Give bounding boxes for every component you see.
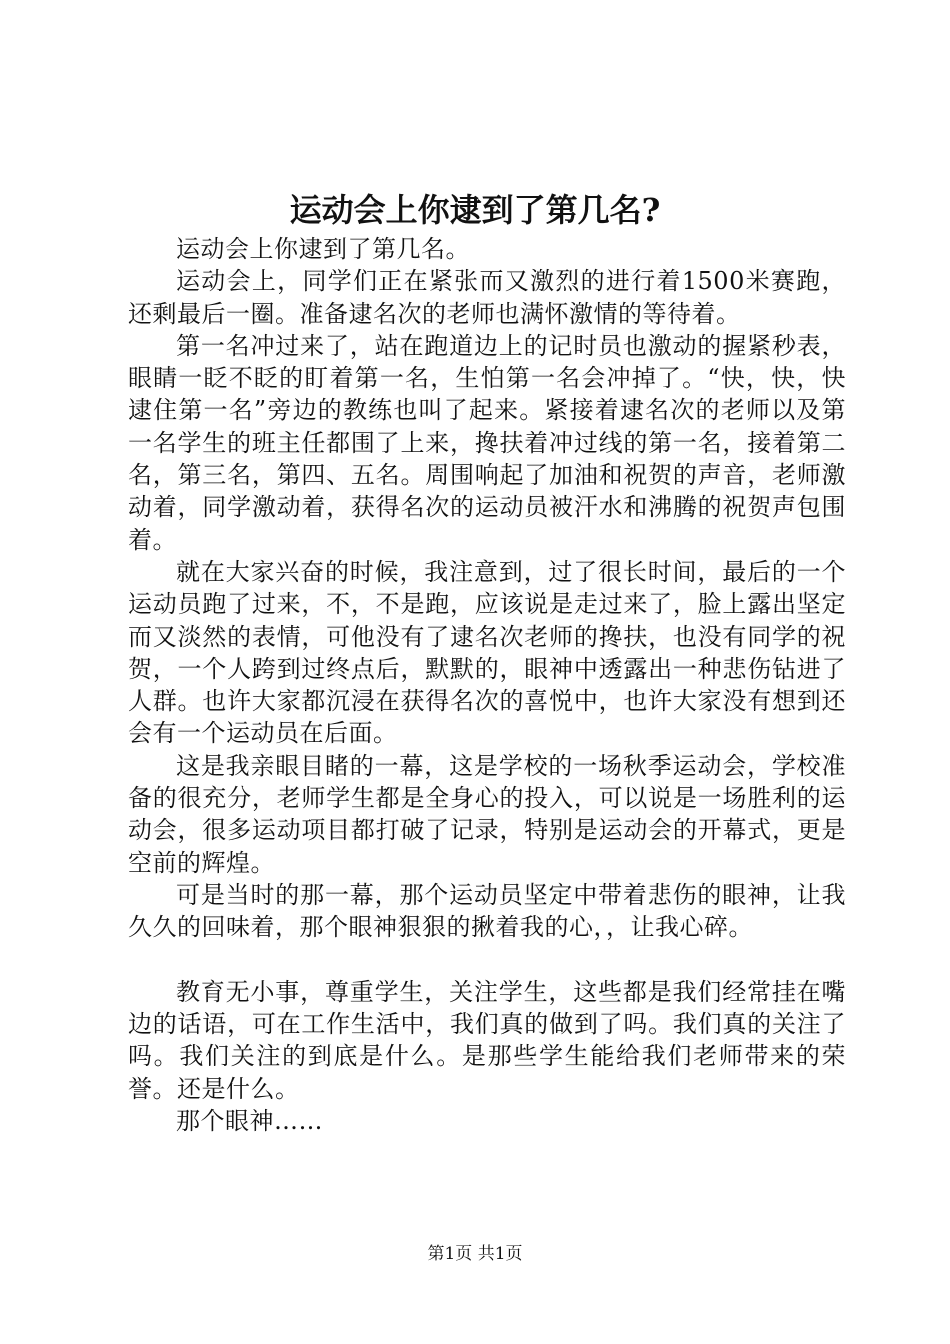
blank-line <box>128 944 846 976</box>
paragraph: 运动会上你逮到了第几名。 <box>176 235 470 263</box>
paragraph: 运动会上，同学们正在紧张而又激烈的进行着1500米赛跑，还剩最后一圈。准备逮名次的老师也满怀激情的等待着。 <box>128 267 846 328</box>
document-title: 运动会上你逮到了第几名? <box>289 191 661 229</box>
paragraph: 第一名冲过来了，站在跑道边上的记时员也激动的握紧秒表，眼睛一眨不眨的盯着第一名，生怕第一名会冲掉了。“快，快，快逮住第一名”旁边的教练也叫了起来。紧接着逮名次的老师以及第一名学生的班主任都围了上来，搀扶着冲过线的第一名，接着第二名，第三名，第四、五名。周围响起了加油和祝贺的声音，老师激动着，同学激动着，获得名次的运动员被汗水和沸腾的祝贺声包围着。 <box>128 331 846 554</box>
paragraph: 就在大家兴奋的时候，我注意到，过了很长时间，最后的一个运动员跑了过来，不，不是跑，应该说是走过来了，脸上露出坚定而又淡然的表情，可他没有了逮名次老师的搀扶，也没有同学的祝贺，一个人跨到过终点后，默默的，眼神中透露出一种悲伤钻进了人群。也许大家都沉浸在获得名次的喜悦中，也许大家没有想到还会有一个运动员在后面。 <box>128 557 846 748</box>
page-number-footer: 第1页 共1页 <box>427 1244 523 1264</box>
paragraph: 那个眼神…… <box>176 1107 323 1136</box>
paragraph: 教育无小事，尊重学生，关注学生，这些都是我们经常挂在嘴边的话语，可在工作生活中，我们真的做到了吗。我们真的关注了吗。我们关注的到底是什么。是那些学生能给我们老师带来的荣誉。还是什么。 <box>128 977 846 1103</box>
document-body <box>128 233 846 1137</box>
paragraph: 可是当时的那一幕，那个运动员坚定中带着悲伤的眼神，让我久久的回味着，那个眼神狠狠的揪着我的心，，让我心碎。 <box>128 880 846 942</box>
paragraph: 这是我亲眼目睹的一幕，这是学校的一场秋季运动会，学校准备的很充分，老师学生都是全身心的投入，可以说是一场胜利的运动会，很多运动项目都打破了记录，特别是运动会的开幕式，更是空前的辉煌。 <box>128 751 846 877</box>
